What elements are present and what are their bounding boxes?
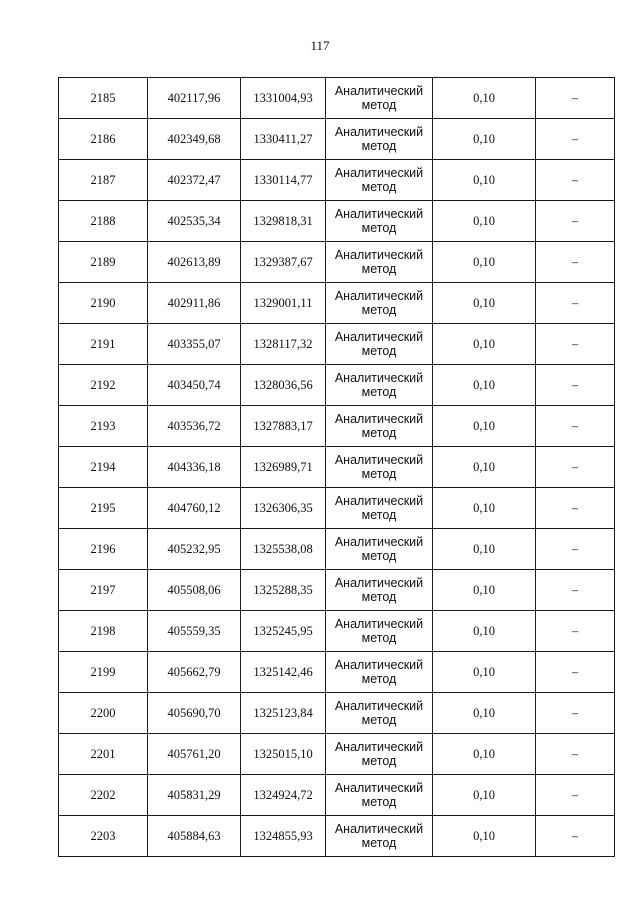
- x-coordinate-cell: 405831,29: [148, 775, 241, 816]
- method-cell: [326, 447, 433, 488]
- x-coordinate-cell: 405690,70: [148, 693, 241, 734]
- point-number-cell: 2195: [59, 488, 148, 529]
- accuracy-cell: 0,10: [433, 283, 536, 324]
- point-number-cell: 2194: [59, 447, 148, 488]
- x-coordinate-cell: 405884,63: [148, 816, 241, 857]
- accuracy-cell: 0,10: [433, 324, 536, 365]
- method-cell: [326, 78, 433, 119]
- point-number-cell: 2188: [59, 201, 148, 242]
- table-row: [59, 652, 615, 693]
- point-number-cell: 2185: [59, 78, 148, 119]
- method-line-2: метод: [361, 426, 397, 440]
- accuracy-cell: 0,10: [433, 570, 536, 611]
- note-cell: –: [536, 447, 615, 488]
- note-cell: –: [536, 78, 615, 119]
- y-coordinate-cell: 1325142,46: [241, 652, 326, 693]
- note-cell: –: [536, 652, 615, 693]
- method-cell: [326, 652, 433, 693]
- method-line-2: метод: [361, 467, 397, 481]
- accuracy-cell: 0,10: [433, 447, 536, 488]
- method-line-1: Аналитический: [334, 125, 424, 139]
- method-line-1: Аналитический: [334, 699, 424, 713]
- accuracy-cell: 0,10: [433, 242, 536, 283]
- method-cell: [326, 570, 433, 611]
- method-line-1: Аналитический: [334, 494, 424, 508]
- method-line-2: метод: [361, 672, 397, 686]
- method-cell: [326, 283, 433, 324]
- method-cell: [326, 324, 433, 365]
- x-coordinate-cell: 404760,12: [148, 488, 241, 529]
- accuracy-cell: 0,10: [433, 78, 536, 119]
- accuracy-cell: 0,10: [433, 201, 536, 242]
- accuracy-cell: 0,10: [433, 160, 536, 201]
- y-coordinate-cell: 1328117,32: [241, 324, 326, 365]
- table-body: [59, 78, 615, 857]
- method-line-1: Аналитический: [334, 248, 424, 262]
- table-row: [59, 324, 615, 365]
- table-row: [59, 242, 615, 283]
- method-cell: [326, 734, 433, 775]
- note-cell: –: [536, 283, 615, 324]
- method-line-1: Аналитический: [334, 412, 424, 426]
- method-line-1: Аналитический: [334, 576, 424, 590]
- method-line-1: Аналитический: [334, 535, 424, 549]
- method-line-1: Аналитический: [334, 740, 424, 754]
- x-coordinate-cell: 403536,72: [148, 406, 241, 447]
- method-cell: [326, 160, 433, 201]
- point-number-cell: 2190: [59, 283, 148, 324]
- method-line-1: Аналитический: [334, 289, 424, 303]
- x-coordinate-cell: 402613,89: [148, 242, 241, 283]
- note-cell: –: [536, 160, 615, 201]
- coordinates-table: [58, 77, 615, 857]
- table-row: [59, 816, 615, 857]
- point-number-cell: 2203: [59, 816, 148, 857]
- point-number-cell: 2201: [59, 734, 148, 775]
- y-coordinate-cell: 1330114,77: [241, 160, 326, 201]
- method-cell: [326, 693, 433, 734]
- x-coordinate-cell: 405559,35: [148, 611, 241, 652]
- method-line-1: Аналитический: [334, 207, 424, 221]
- point-number-cell: 2198: [59, 611, 148, 652]
- method-line-2: метод: [361, 508, 397, 522]
- table-row: [59, 734, 615, 775]
- accuracy-cell: 0,10: [433, 365, 536, 406]
- table-row: [59, 611, 615, 652]
- method-line-2: метод: [361, 795, 397, 809]
- y-coordinate-cell: 1328036,56: [241, 365, 326, 406]
- note-cell: –: [536, 365, 615, 406]
- method-cell: [326, 529, 433, 570]
- method-line-1: Аналитический: [334, 617, 424, 631]
- method-line-2: метод: [361, 303, 397, 317]
- y-coordinate-cell: 1325245,95: [241, 611, 326, 652]
- table-row: [59, 201, 615, 242]
- table-row: [59, 775, 615, 816]
- point-number-cell: 2199: [59, 652, 148, 693]
- note-cell: –: [536, 570, 615, 611]
- method-line-2: метод: [361, 549, 397, 563]
- point-number-cell: 2200: [59, 693, 148, 734]
- note-cell: –: [536, 119, 615, 160]
- x-coordinate-cell: 403450,74: [148, 365, 241, 406]
- point-number-cell: 2197: [59, 570, 148, 611]
- point-number-cell: 2196: [59, 529, 148, 570]
- accuracy-cell: 0,10: [433, 488, 536, 529]
- method-line-2: метод: [361, 180, 397, 194]
- note-cell: –: [536, 529, 615, 570]
- x-coordinate-cell: 404336,18: [148, 447, 241, 488]
- method-line-2: метод: [361, 385, 397, 399]
- x-coordinate-cell: 405761,20: [148, 734, 241, 775]
- method-line-2: метод: [361, 754, 397, 768]
- y-coordinate-cell: 1325538,08: [241, 529, 326, 570]
- table-row: [59, 119, 615, 160]
- note-cell: –: [536, 406, 615, 447]
- table-row: [59, 78, 615, 119]
- method-cell: [326, 611, 433, 652]
- page-number: 117: [310, 38, 330, 53]
- x-coordinate-cell: 402117,96: [148, 78, 241, 119]
- table-row: [59, 529, 615, 570]
- method-line-2: метод: [361, 221, 397, 235]
- y-coordinate-cell: 1326989,71: [241, 447, 326, 488]
- y-coordinate-cell: 1325123,84: [241, 693, 326, 734]
- method-line-1: Аналитический: [334, 822, 424, 836]
- method-line-2: метод: [361, 713, 397, 727]
- method-line-2: метод: [361, 836, 397, 850]
- method-cell: [326, 201, 433, 242]
- method-line-2: метод: [361, 344, 397, 358]
- table-row: [59, 406, 615, 447]
- method-cell: [326, 119, 433, 160]
- method-line-1: Аналитический: [334, 371, 424, 385]
- point-number-cell: 2186: [59, 119, 148, 160]
- x-coordinate-cell: 402535,34: [148, 201, 241, 242]
- x-coordinate-cell: 402911,86: [148, 283, 241, 324]
- table-row: [59, 283, 615, 324]
- method-line-2: метод: [361, 590, 397, 604]
- accuracy-cell: 0,10: [433, 611, 536, 652]
- method-line-1: Аналитический: [334, 781, 424, 795]
- table-row: [59, 447, 615, 488]
- y-coordinate-cell: 1325288,35: [241, 570, 326, 611]
- note-cell: –: [536, 324, 615, 365]
- method-cell: [326, 406, 433, 447]
- point-number-cell: 2191: [59, 324, 148, 365]
- y-coordinate-cell: 1329001,11: [241, 283, 326, 324]
- x-coordinate-cell: 405662,79: [148, 652, 241, 693]
- method-line-2: метод: [361, 139, 397, 153]
- note-cell: –: [536, 775, 615, 816]
- note-cell: –: [536, 488, 615, 529]
- method-cell: [326, 365, 433, 406]
- y-coordinate-cell: 1324855,93: [241, 816, 326, 857]
- note-cell: –: [536, 816, 615, 857]
- y-coordinate-cell: 1325015,10: [241, 734, 326, 775]
- point-number-cell: 2193: [59, 406, 148, 447]
- accuracy-cell: 0,10: [433, 775, 536, 816]
- y-coordinate-cell: 1330411,27: [241, 119, 326, 160]
- point-number-cell: 2192: [59, 365, 148, 406]
- method-line-1: Аналитический: [334, 330, 424, 344]
- y-coordinate-cell: 1324924,72: [241, 775, 326, 816]
- point-number-cell: 2187: [59, 160, 148, 201]
- x-coordinate-cell: 405232,95: [148, 529, 241, 570]
- accuracy-cell: 0,10: [433, 734, 536, 775]
- table-row: [59, 365, 615, 406]
- method-cell: [326, 242, 433, 283]
- method-line-2: метод: [361, 98, 397, 112]
- method-line-1: Аналитический: [334, 166, 424, 180]
- accuracy-cell: 0,10: [433, 119, 536, 160]
- table-row: [59, 693, 615, 734]
- note-cell: –: [536, 611, 615, 652]
- method-line-1: Аналитический: [334, 84, 424, 98]
- method-line-1: Аналитический: [334, 453, 424, 467]
- note-cell: –: [536, 242, 615, 283]
- y-coordinate-cell: 1329387,67: [241, 242, 326, 283]
- table-row: [59, 488, 615, 529]
- method-cell: [326, 816, 433, 857]
- y-coordinate-cell: 1326306,35: [241, 488, 326, 529]
- point-number-cell: 2189: [59, 242, 148, 283]
- accuracy-cell: 0,10: [433, 529, 536, 570]
- y-coordinate-cell: 1327883,17: [241, 406, 326, 447]
- x-coordinate-cell: 403355,07: [148, 324, 241, 365]
- method-line-2: метод: [361, 262, 397, 276]
- method-cell: [326, 775, 433, 816]
- table-row: [59, 160, 615, 201]
- accuracy-cell: 0,10: [433, 693, 536, 734]
- x-coordinate-cell: 402349,68: [148, 119, 241, 160]
- point-number-cell: 2202: [59, 775, 148, 816]
- note-cell: –: [536, 693, 615, 734]
- note-cell: –: [536, 201, 615, 242]
- y-coordinate-cell: 1331004,93: [241, 78, 326, 119]
- x-coordinate-cell: 405508,06: [148, 570, 241, 611]
- method-line-2: метод: [361, 631, 397, 645]
- method-cell: [326, 488, 433, 529]
- x-coordinate-cell: 402372,47: [148, 160, 241, 201]
- note-cell: –: [536, 734, 615, 775]
- accuracy-cell: 0,10: [433, 816, 536, 857]
- accuracy-cell: 0,10: [433, 406, 536, 447]
- y-coordinate-cell: 1329818,31: [241, 201, 326, 242]
- accuracy-cell: 0,10: [433, 652, 536, 693]
- method-line-1: Аналитический: [334, 658, 424, 672]
- table-row: [59, 570, 615, 611]
